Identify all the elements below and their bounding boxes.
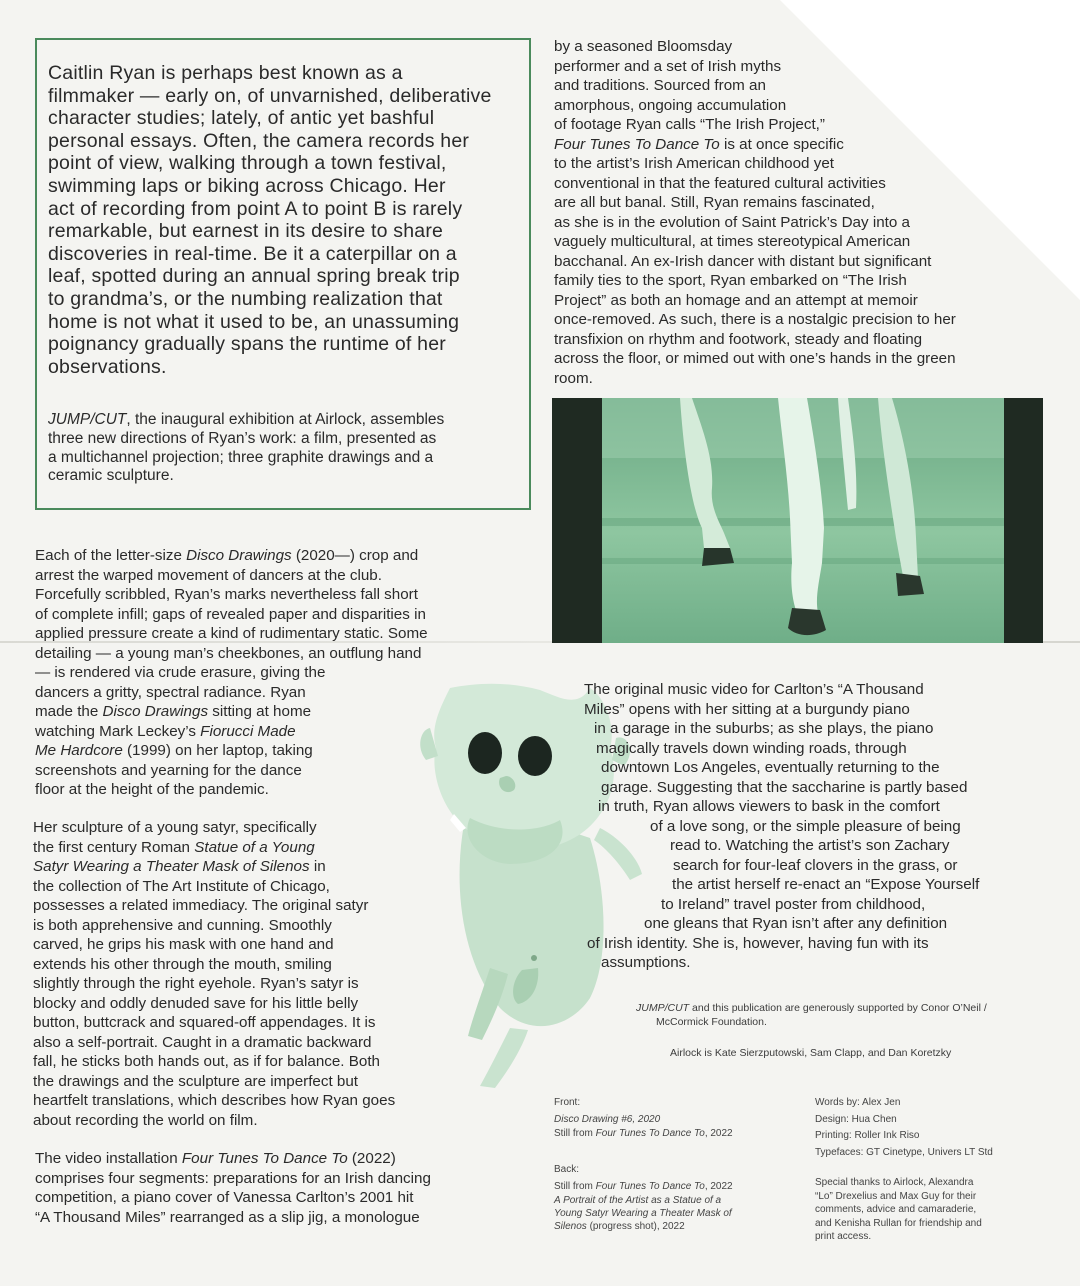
text-line: to the artist’s Irish American childhood yet bbox=[554, 155, 834, 172]
intro-line: personal essays. Often, the camera records her bbox=[48, 129, 470, 152]
text-line: Four Tunes To Dance To is at once specific bbox=[554, 135, 844, 153]
text-line: of footage Ryan calls “The Irish Project,” bbox=[554, 116, 825, 133]
text-line: family ties to the sport, Ryan embarked on “The Irish bbox=[554, 272, 907, 289]
text-line: Miles” opens with her sitting at a burgundy piano bbox=[584, 700, 910, 718]
text-line: competition, a piano cover of Vanessa Carlton’s 2001 hit bbox=[35, 1189, 414, 1206]
exhibition-line: three new directions of Ryan’s work: a film, presented as bbox=[48, 429, 437, 447]
back-credits: Back: Still from Four Tunes To Dance To, 2022 A Portrait of the Artist as a Statue of a Young Satyr Wearing a Theater Mask of Silenos (progress shot), 2022 bbox=[554, 1164, 733, 1232]
intro-paragraph bbox=[48, 62, 528, 378]
text-line: performer and a set of Irish myths bbox=[554, 57, 782, 75]
thanks-credits: Special thanks to Airlock, Alexandra “Lo” Drexelius and Max Guy for their comments, advice and camaraderie, and Kenisha Rullan for friendship and print access. bbox=[815, 1177, 982, 1242]
intro-line: point of view, walking through a town festival, bbox=[48, 152, 447, 175]
text-line: The original music video for Carlton’s “A Thousand bbox=[584, 681, 924, 698]
intro-line: observations. bbox=[48, 355, 167, 378]
work-title: Satyr Wearing a Theater Mask of Silenos bbox=[33, 858, 310, 875]
text-line: comprises four segments: preparations for an Irish dancing bbox=[35, 1169, 431, 1187]
text-line: dancers a gritty, spectral radiance. Ryan bbox=[35, 683, 306, 701]
text-line: to Ireland” travel poster from childhood, bbox=[661, 895, 926, 913]
intro-line: character studies; lately, of antic yet bashful bbox=[48, 107, 435, 130]
dance-video-still bbox=[552, 398, 1043, 643]
text-line: is both apprehensive and cunning. Smoothly bbox=[33, 916, 332, 934]
text-line: the drawings and the sculpture are imperfect but bbox=[33, 1072, 359, 1090]
text-line: watching Mark Leckey’s Fiorucci Made bbox=[35, 722, 296, 740]
airlock-credit: Airlock is Kate Sierzputowski, Sam Clapp, and Dan Koretzky bbox=[670, 1047, 952, 1059]
text-line: of complete infill; gaps of revealed paper and disparities in bbox=[35, 605, 426, 623]
intro-line: act of recording from point A to point B is rarely bbox=[48, 197, 463, 220]
text-line: search for four-leaf clovers in the grass, or bbox=[673, 856, 958, 874]
intro-line: swimming laps or biking across Chicago. Her bbox=[48, 174, 446, 197]
text-line: of Irish identity. She is, however, having fun with its bbox=[587, 934, 929, 952]
text-line: the artist herself re-enact an “Expose Yourself bbox=[672, 876, 980, 893]
exhibition-line: ceramic sculpture. bbox=[48, 467, 174, 485]
text-line: vaguely multicultural, at times stereotypical American bbox=[554, 233, 911, 250]
text-line: magically travels down winding roads, through bbox=[596, 739, 907, 757]
text-line: heartfelt translations, which describes how Ryan goes bbox=[33, 1092, 396, 1109]
text-line: — is rendered via crude erasure, giving the bbox=[35, 664, 326, 681]
text-line: arrest the warped movement of dancers at the club. bbox=[35, 566, 382, 584]
text-line: by a seasoned Bloomsday bbox=[554, 38, 733, 55]
text-line: one gleans that Ryan isn’t after any definition bbox=[644, 915, 948, 932]
music-video-paragraph bbox=[584, 680, 1044, 973]
text-line: and traditions. Sourced from an bbox=[554, 77, 766, 94]
text-line: also a self-portrait. Caught in a dramatic backward bbox=[33, 1033, 372, 1051]
text-line: room. bbox=[554, 369, 593, 387]
text-line: once-removed. As such, there is a nostalgic precision to her bbox=[554, 311, 956, 328]
text-line: slightly through the right eyehole. Ryan’s satyr is bbox=[33, 975, 359, 992]
text-line: transfixion on rhythm and footwork, steady and floating bbox=[554, 330, 923, 348]
essay-column-right-top bbox=[554, 37, 1044, 388]
support-credit: JUMP/CUT and this publication are generously supported by Conor O’Neil / McCormick Foundation. bbox=[636, 1002, 987, 1028]
text-line: bacchanal. An ex-Irish dancer with distant but significant bbox=[554, 252, 932, 270]
text-line: Me Hardcore (1999) on her laptop, taking bbox=[35, 742, 313, 759]
text-line: “A Thousand Miles” rearranged as a slip jig, a monologue bbox=[35, 1208, 420, 1226]
text-line: amorphous, ongoing accumulation bbox=[554, 96, 787, 114]
text-line: Her sculpture of a young satyr, specifically bbox=[33, 819, 317, 836]
text-line: downtown Los Angeles, eventually returning to the bbox=[601, 759, 940, 776]
text-line: possesses a related immediacy. The original satyr bbox=[33, 897, 369, 914]
intro-line: to grandma’s, or the numbing realization that bbox=[48, 287, 443, 310]
text-line: of a love song, or the simple pleasure of being bbox=[650, 817, 961, 835]
intro-line: filmmaker — early on, of unvarnished, deliberative bbox=[48, 84, 492, 107]
text-line: made the Disco Drawings sitting at home bbox=[35, 703, 312, 720]
text-line: carved, he grips his mask with one hand and bbox=[33, 936, 334, 953]
text-line: read to. Watching the artist’s son Zachary bbox=[670, 837, 950, 854]
text-line: applied pressure create a kind of rudimentary static. Some bbox=[35, 625, 428, 642]
text-line: about recording the world on film. bbox=[33, 1111, 258, 1129]
exhibition-line: JUMP/CUT, the inaugural exhibition at Airlock, assembles bbox=[48, 411, 445, 428]
text-line: Project” as both an homage and an attempt at memoir bbox=[554, 291, 918, 309]
intro-line: discoveries in real-time. Be it a caterpillar on a bbox=[48, 242, 457, 265]
text-line: garage. Suggesting that the saccharine is partly based bbox=[601, 778, 968, 796]
exhibition-title: JUMP/CUT bbox=[48, 411, 127, 428]
text-line: The video installation Four Tunes To Dance To (2022) bbox=[35, 1150, 396, 1167]
text-line: fall, he sticks both hands out, as if for balance. Both bbox=[33, 1053, 380, 1070]
intro-line: poignancy gradually spans the runtime of her bbox=[48, 333, 446, 356]
text-line: in a garage in the suburbs; as she plays, the piano bbox=[594, 720, 934, 737]
text-line: across the floor, or mimed out with one’s hands in the green bbox=[554, 350, 956, 367]
work-title: Disco Drawings bbox=[186, 547, 292, 564]
dancer-legs-image bbox=[552, 398, 1043, 643]
text-line: screenshots and yearning for the dance bbox=[35, 761, 302, 779]
text-line: blocky and oddly denuded save for his little belly bbox=[33, 994, 359, 1012]
sculpture-paragraph bbox=[33, 818, 453, 1130]
text-line: Forcefully scribbled, Ryan’s marks nevertheless fall short bbox=[35, 586, 418, 603]
intro-line: Caitlin Ryan is perhaps best known as a bbox=[48, 62, 403, 84]
text-line: the collection of The Art Institute of Chicago, bbox=[33, 877, 330, 895]
text-line: in truth, Ryan allows viewers to bask in the comfort bbox=[598, 798, 940, 815]
front-credits: Front: Disco Drawing #6, 2020 Still from Four Tunes To Dance To, 2022 bbox=[554, 1097, 733, 1139]
text-line: Satyr Wearing a Theater Mask of Silenos in bbox=[33, 858, 326, 875]
exhibition-title: JUMP/CUT bbox=[636, 1002, 690, 1014]
production-credits: Words by: Alex Jen Design: Hua Chen Printing: Roller Ink Riso Typefaces: GT Cinetype, Univers LT Std bbox=[815, 1097, 993, 1158]
text-line: button, buttcrack and squared-off appendages. It is bbox=[33, 1014, 376, 1031]
exhibition-line: a multichannel projection; three graphite drawings and a bbox=[48, 448, 434, 466]
intro-line: home is not what it used to be, an unassuming bbox=[48, 310, 460, 333]
work-title: Statue of a Young bbox=[194, 838, 315, 856]
text-line: assumptions. bbox=[601, 954, 691, 971]
intro-line: leaf, spotted during an annual spring break trip bbox=[48, 265, 460, 288]
text-line: as she is in the evolution of Saint Patrick’s Day into a bbox=[554, 213, 910, 231]
video-installation-paragraph bbox=[35, 1149, 515, 1227]
text-line: detailing — a young man’s cheekbones, an outflung hand bbox=[35, 644, 422, 662]
work-title: Me Hardcore bbox=[35, 742, 123, 759]
work-title: Four Tunes To Dance To bbox=[554, 135, 720, 153]
text-line: Each of the letter-size Disco Drawings (2020—) crop and bbox=[35, 547, 419, 564]
text-line: floor at the height of the pandemic. bbox=[35, 781, 269, 798]
work-title: Fiorucci Made bbox=[200, 722, 296, 740]
text-line: conventional in that the featured cultural activities bbox=[554, 174, 886, 192]
exhibition-paragraph bbox=[48, 411, 518, 486]
text-line: the first century Roman Statue of a Young bbox=[33, 838, 315, 856]
work-title: Four Tunes To Dance To bbox=[181, 1150, 348, 1167]
text-line: extends his other through the mouth, smiling bbox=[33, 955, 332, 973]
intro-line: remarkable, but earnest in its desire to share bbox=[48, 220, 444, 243]
work-title: Disco Drawings bbox=[102, 703, 209, 720]
text-line: are all but banal. Still, Ryan remains fascinated, bbox=[554, 194, 875, 211]
